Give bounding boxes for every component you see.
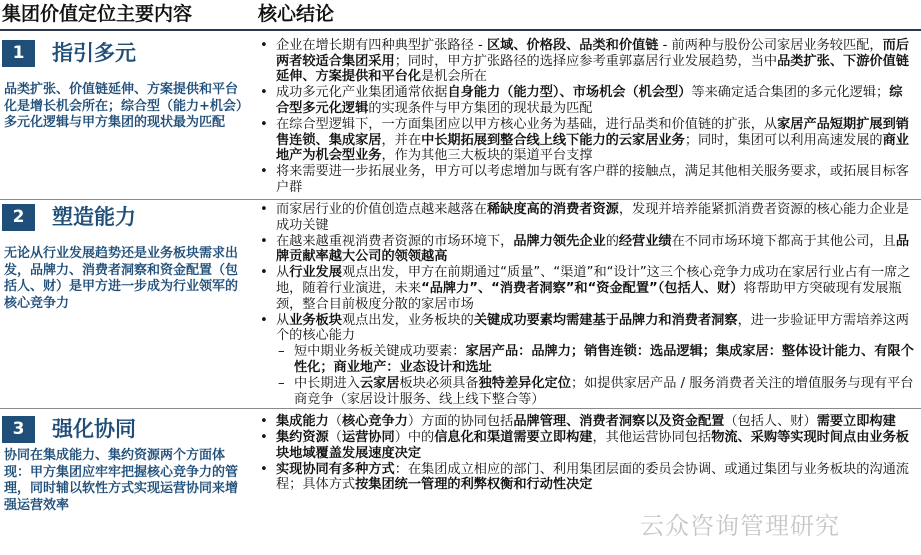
bold-text: 品牌贡献率越大公司的领领越高: [276, 233, 909, 265]
text: 板块必须具备: [399, 376, 479, 392]
bullet-item: [258, 164, 914, 195]
section-title: 指引多元: [52, 41, 136, 65]
bold-text: 而后两者较适合集团采用: [276, 38, 909, 69]
bold-text: 行业发展: [289, 265, 342, 281]
bold-text: 经营业绩: [618, 233, 672, 249]
text: ；如提供家居产品 / 服务消费者关注的增值服务与现有平台商竞争（家居设计服务、线上线下整合等）: [294, 376, 914, 407]
text: 企业在增长期有四种典型扩张路径 -: [276, 38, 487, 53]
text: ，其他运营协同包括: [592, 430, 712, 446]
text: 的实现条件与甲方集团的现状最为匹配: [368, 100, 593, 116]
sub-bullet-item: [258, 344, 914, 375]
bullet-list: [258, 414, 914, 493]
text: ）中的: [394, 430, 435, 446]
text: 等来确定适合集团的多元化逻辑；: [691, 85, 890, 101]
text: 在综合型逻辑下，一方面集团应以甲方核心业务为基础，进行品类和价值链的扩张，从: [276, 116, 778, 132]
text: 而家居行业的价值创造点越来越落在: [276, 202, 487, 217]
bold-text: 中长期拓展到整合线上线下能力的云家居业务: [421, 132, 685, 148]
section-summary: 协同在集成能力、集约资源两个方面体现：甲方集团应牢牢把握核心竞争力的管理，同时辅以软性方式实现运营协同来增强运营效率: [4, 448, 239, 513]
text: ，并在: [381, 132, 422, 148]
text: 从: [276, 312, 290, 328]
bold-text: 云家居: [359, 376, 400, 392]
bullet-item: [258, 38, 914, 85]
bold-text: 运营协同: [341, 430, 395, 446]
bullet-item: [258, 430, 914, 461]
bold-text: 品牌力领先企业: [513, 233, 606, 249]
bold-text: 核心竞争力: [341, 414, 408, 429]
header-right-title: 核心结论: [258, 3, 335, 25]
section-number-badge: 2: [2, 204, 35, 231]
text: 是机会所在: [421, 69, 487, 85]
bold-text: 关键成功要素均需建基于品牌力和消费者洞察: [473, 312, 738, 328]
text: ，进一步验证甲方需培养这两个的核心能力: [276, 312, 909, 344]
bold-text: 集成能力: [276, 414, 329, 429]
text: （包括人、财）: [724, 414, 817, 429]
text: ：在集团成立相应的部门、利用集团层面的委员会协调、或通过集团与业务板块的沟通流程；具体方式: [276, 461, 909, 493]
bold-text: 按集团统一管理的利弊权衡和行动性决定: [355, 477, 593, 493]
text: 观点出发，业务板块的: [341, 312, 474, 328]
bold-text: 品类扩张、下游价值链延伸、方案提供和平台化: [276, 53, 909, 85]
text: 观点出发，甲方在前期通过“质量”、“渠道”和“设计”这三个核心竞争力成功在家居行业占有一席之地，随着行业演进，未来: [276, 265, 911, 296]
bold-text: 稀缺度高的消费者资源: [487, 202, 619, 217]
bullet-list: [258, 38, 914, 195]
bullet-item: [258, 117, 914, 164]
text: - 前两种与股份公司家居业务较匹配，: [658, 38, 883, 53]
text: ）方面的协同包括: [407, 414, 514, 429]
bold-text: 集约资源: [276, 430, 329, 446]
section-2-conclusions: [258, 202, 914, 408]
bullet-list: [258, 202, 914, 407]
bullet-item: [258, 234, 914, 265]
bold-text: 家居产品短期扩展到销售连锁、集成家居: [276, 116, 909, 148]
bold-text: 独特差异化定位: [478, 376, 571, 392]
section-3-conclusions: [258, 414, 914, 493]
text: 将帮助甲方突破现有发展瓶颈，整合目前极度分散的家居市场: [276, 280, 902, 312]
watermark: 云众咨询管理研究: [640, 512, 840, 540]
bullet-item: [258, 313, 914, 344]
bullet-item: [258, 85, 914, 116]
text: （: [328, 414, 342, 429]
text: 的: [605, 233, 619, 249]
header-left-title: 集团价值定位主要内容: [2, 3, 193, 25]
section-title: 强化协同: [52, 417, 136, 441]
section-summary: 无论从行业发展趋势还是业务板块需求出发，品牌力、消费者洞察和资金配置（包括人、财）是甲方进一步成为行业领军的核心竞争力: [4, 246, 239, 311]
section-number-badge: 3: [2, 416, 35, 443]
bullet-item: [258, 414, 914, 430]
bold-text: 信息化和渠道需要立即构建: [434, 430, 593, 446]
section-divider: [0, 408, 921, 409]
bold-text: 品牌管理、消费者洞察以及资金配置: [513, 414, 725, 429]
text: ；同时，集团可以利用高速发展的: [684, 132, 883, 148]
bold-text: 物流、采购等实现时间点由业务板块地域覆盖发展速度决定: [276, 430, 909, 461]
bullet-item: [258, 265, 914, 312]
bold-text: 需要立即构建: [816, 414, 896, 429]
text: 成功多元化产业集团通常依据: [276, 85, 448, 101]
bold-text: 综合型多元化逻辑: [276, 85, 903, 116]
section-1-conclusions: [258, 38, 914, 196]
text: ，发现并培养能紧抓消费者资源的核心能力企业是成功关键: [276, 202, 909, 233]
bullet-item: [258, 462, 914, 493]
text: 从: [276, 265, 290, 281]
bold-text: 区域、价格段、品类和价值链: [486, 38, 659, 53]
text: ，作为其他三大板块的渠道平台支撑: [381, 148, 593, 164]
text: 在越来越重视消费者资源的市场环境下，: [276, 233, 514, 249]
text: 短中期业务板关键成功要素：: [294, 344, 466, 360]
bold-text: 实现协同有多种方式: [276, 461, 395, 477]
section-number-badge: 1: [2, 40, 35, 67]
bold-text: 业务板块: [289, 312, 342, 328]
bold-text: “品牌力”、“消费者洞察”和“资金配置”（包括人、财）: [421, 280, 744, 296]
text: 在不同市场环境下都高于其他公司，且: [671, 233, 896, 249]
header-divider: [0, 29, 921, 31]
text: （: [328, 430, 342, 446]
section-divider: [0, 199, 921, 200]
text: 中长期进入: [294, 376, 360, 392]
sub-bullet-item: [258, 376, 914, 407]
text: 将来需要进一步拓展业务，甲方可以考虑增加与既有客户群的接触点，满足其他相关服务要求，或拓展目标客户群: [276, 164, 909, 195]
bold-text: 自身能力（能力型）、市场机会（机会型）: [447, 85, 692, 101]
bullet-item: [258, 202, 914, 233]
section-summary: 品类扩张、价值链延伸、方案提供和平台化是增长机会所在；综合型（能力+机会）多元化逻辑与甲方集团的现状最为匹配: [4, 82, 243, 130]
bold-text: 家居产品：品牌力；销售连锁：选品逻辑；集成家居：整体设计能力、有限个性化；商业地产：业态设计和选址: [294, 344, 914, 375]
section-title: 塑造能力: [52, 205, 136, 229]
bold-text: 商业地产为机会型业务: [276, 132, 909, 164]
text: ；同时，甲方扩张路径的选择应参考重郭嘉居行业发展趋势，当中: [394, 53, 778, 69]
